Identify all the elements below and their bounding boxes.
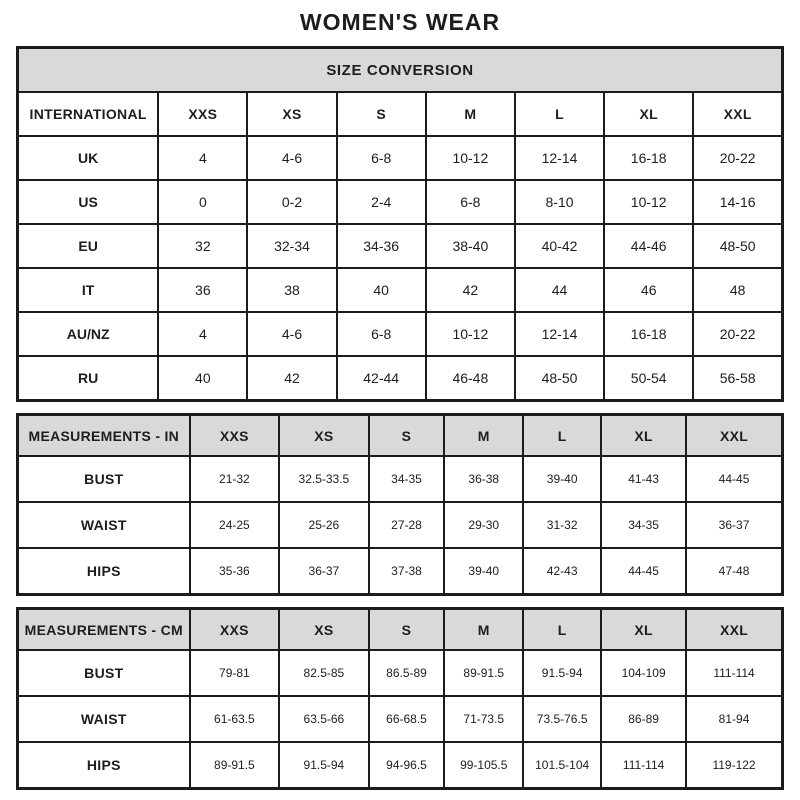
column-header: XXL [686, 415, 782, 457]
table-row [18, 268, 783, 312]
table-cell: 29-30 [444, 502, 523, 548]
table-cell: 20-22 [693, 136, 782, 180]
table-cell: 81-94 [686, 696, 782, 742]
table-cell: 42-43 [523, 548, 601, 595]
column-header: M [444, 609, 523, 651]
row-label: AU/NZ [18, 312, 159, 356]
table-cell: 38 [247, 268, 336, 312]
table-cell: 0-2 [247, 180, 336, 224]
table-header-row [18, 92, 783, 136]
measurements-in-table [16, 413, 784, 596]
table-label-header: INTERNATIONAL [18, 92, 159, 136]
table-cell: 63.5-66 [279, 696, 369, 742]
table-cell: 111-114 [601, 742, 686, 789]
column-header: XXS [190, 415, 280, 457]
column-header: XL [601, 415, 686, 457]
table-banner: SIZE CONVERSION [18, 48, 783, 93]
table-row [18, 742, 783, 789]
table-cell: 2-4 [337, 180, 426, 224]
column-header: XXL [693, 92, 782, 136]
table-cell: 44-45 [686, 456, 782, 502]
column-header: L [515, 92, 604, 136]
table-cell: 6-8 [337, 136, 426, 180]
table-row [18, 502, 783, 548]
table-cell: 56-58 [693, 356, 782, 401]
table-cell: 0 [158, 180, 247, 224]
table-header-row [18, 415, 783, 457]
table-cell: 40-42 [515, 224, 604, 268]
table-cell: 32 [158, 224, 247, 268]
table-cell: 24-25 [190, 502, 280, 548]
column-header: S [369, 609, 445, 651]
table-cell: 82.5-85 [279, 650, 369, 696]
table-cell: 94-96.5 [369, 742, 445, 789]
row-label: US [18, 180, 159, 224]
table-cell: 32-34 [247, 224, 336, 268]
table-cell: 89-91.5 [444, 650, 523, 696]
table-cell: 61-63.5 [190, 696, 280, 742]
table-banner-row [18, 48, 783, 93]
column-header: S [369, 415, 445, 457]
table-cell: 4 [158, 136, 247, 180]
row-label: HIPS [18, 742, 190, 789]
table-cell: 66-68.5 [369, 696, 445, 742]
table-cell: 91.5-94 [279, 742, 369, 789]
table-cell: 101.5-104 [523, 742, 601, 789]
table-cell: 119-122 [686, 742, 782, 789]
table-cell: 34-35 [601, 502, 686, 548]
table-cell: 12-14 [515, 312, 604, 356]
table-cell: 46 [604, 268, 693, 312]
table-cell: 20-22 [693, 312, 782, 356]
row-label: IT [18, 268, 159, 312]
table-cell: 36-37 [279, 548, 369, 595]
table-cell: 31-32 [523, 502, 601, 548]
column-header: M [444, 415, 523, 457]
row-label: BUST [18, 650, 190, 696]
table-cell: 21-32 [190, 456, 280, 502]
table-cell: 25-26 [279, 502, 369, 548]
table-cell: 16-18 [604, 312, 693, 356]
column-header: XS [279, 609, 369, 651]
table-row [18, 456, 783, 502]
table-cell: 48 [693, 268, 782, 312]
table-cell: 86.5-89 [369, 650, 445, 696]
table-cell: 41-43 [601, 456, 686, 502]
column-header: L [523, 415, 601, 457]
table-cell: 99-105.5 [444, 742, 523, 789]
table-cell: 44-45 [601, 548, 686, 595]
table-row [18, 650, 783, 696]
size-conversion-table [16, 46, 784, 402]
table-cell: 71-73.5 [444, 696, 523, 742]
table-cell: 89-91.5 [190, 742, 280, 789]
table-cell: 91.5-94 [523, 650, 601, 696]
table-cell: 4-6 [247, 136, 336, 180]
column-header: XS [279, 415, 369, 457]
column-header: L [523, 609, 601, 651]
table-cell: 42 [426, 268, 515, 312]
table-cell: 27-28 [369, 502, 445, 548]
measurements-cm-table [16, 607, 784, 790]
table-row [18, 180, 783, 224]
table-cell: 36 [158, 268, 247, 312]
table-cell: 34-36 [337, 224, 426, 268]
table-cell: 38-40 [426, 224, 515, 268]
table-cell: 4 [158, 312, 247, 356]
table-cell: 36-37 [686, 502, 782, 548]
table-cell: 6-8 [426, 180, 515, 224]
table-row [18, 224, 783, 268]
table-cell: 79-81 [190, 650, 280, 696]
table-cell: 4-6 [247, 312, 336, 356]
column-header: S [337, 92, 426, 136]
table-cell: 40 [158, 356, 247, 401]
table-cell: 35-36 [190, 548, 280, 595]
table-cell: 10-12 [426, 312, 515, 356]
table-cell: 73.5-76.5 [523, 696, 601, 742]
table-cell: 48-50 [515, 356, 604, 401]
row-label: WAIST [18, 696, 190, 742]
table-cell: 34-35 [369, 456, 445, 502]
table-row [18, 548, 783, 595]
column-header: XL [601, 609, 686, 651]
table-cell: 37-38 [369, 548, 445, 595]
table-cell: 44 [515, 268, 604, 312]
table-cell: 40 [337, 268, 426, 312]
table-row [18, 356, 783, 401]
column-header: XL [604, 92, 693, 136]
table-cell: 46-48 [426, 356, 515, 401]
column-header: XXL [686, 609, 782, 651]
table-row [18, 312, 783, 356]
table-cell: 16-18 [604, 136, 693, 180]
column-header: XXS [190, 609, 280, 651]
table-row [18, 696, 783, 742]
table-cell: 10-12 [604, 180, 693, 224]
table-cell: 86-89 [601, 696, 686, 742]
row-label: HIPS [18, 548, 190, 595]
table-header-row [18, 609, 783, 651]
row-label: BUST [18, 456, 190, 502]
table-cell: 12-14 [515, 136, 604, 180]
page-title: WOMEN'S WEAR [299, 9, 501, 35]
row-label: UK [18, 136, 159, 180]
column-header: XXS [158, 92, 247, 136]
column-header: XS [247, 92, 336, 136]
table-label-header: MEASUREMENTS - IN [18, 415, 190, 457]
table-cell: 6-8 [337, 312, 426, 356]
table-cell: 42-44 [337, 356, 426, 401]
table-cell: 48-50 [693, 224, 782, 268]
table-cell: 111-114 [686, 650, 782, 696]
table-cell: 10-12 [426, 136, 515, 180]
table-cell: 8-10 [515, 180, 604, 224]
table-cell: 39-40 [523, 456, 601, 502]
table-cell: 44-46 [604, 224, 693, 268]
table-cell: 39-40 [444, 548, 523, 595]
table-cell: 36-38 [444, 456, 523, 502]
row-label: EU [18, 224, 159, 268]
table-cell: 104-109 [601, 650, 686, 696]
row-label: RU [18, 356, 159, 401]
column-header: M [426, 92, 515, 136]
table-cell: 47-48 [686, 548, 782, 595]
table-cell: 42 [247, 356, 336, 401]
table-row [18, 136, 783, 180]
table-cell: 50-54 [604, 356, 693, 401]
table-cell: 14-16 [693, 180, 782, 224]
row-label: WAIST [18, 502, 190, 548]
table-cell: 32.5-33.5 [279, 456, 369, 502]
table-label-header: MEASUREMENTS - CM [18, 609, 190, 651]
